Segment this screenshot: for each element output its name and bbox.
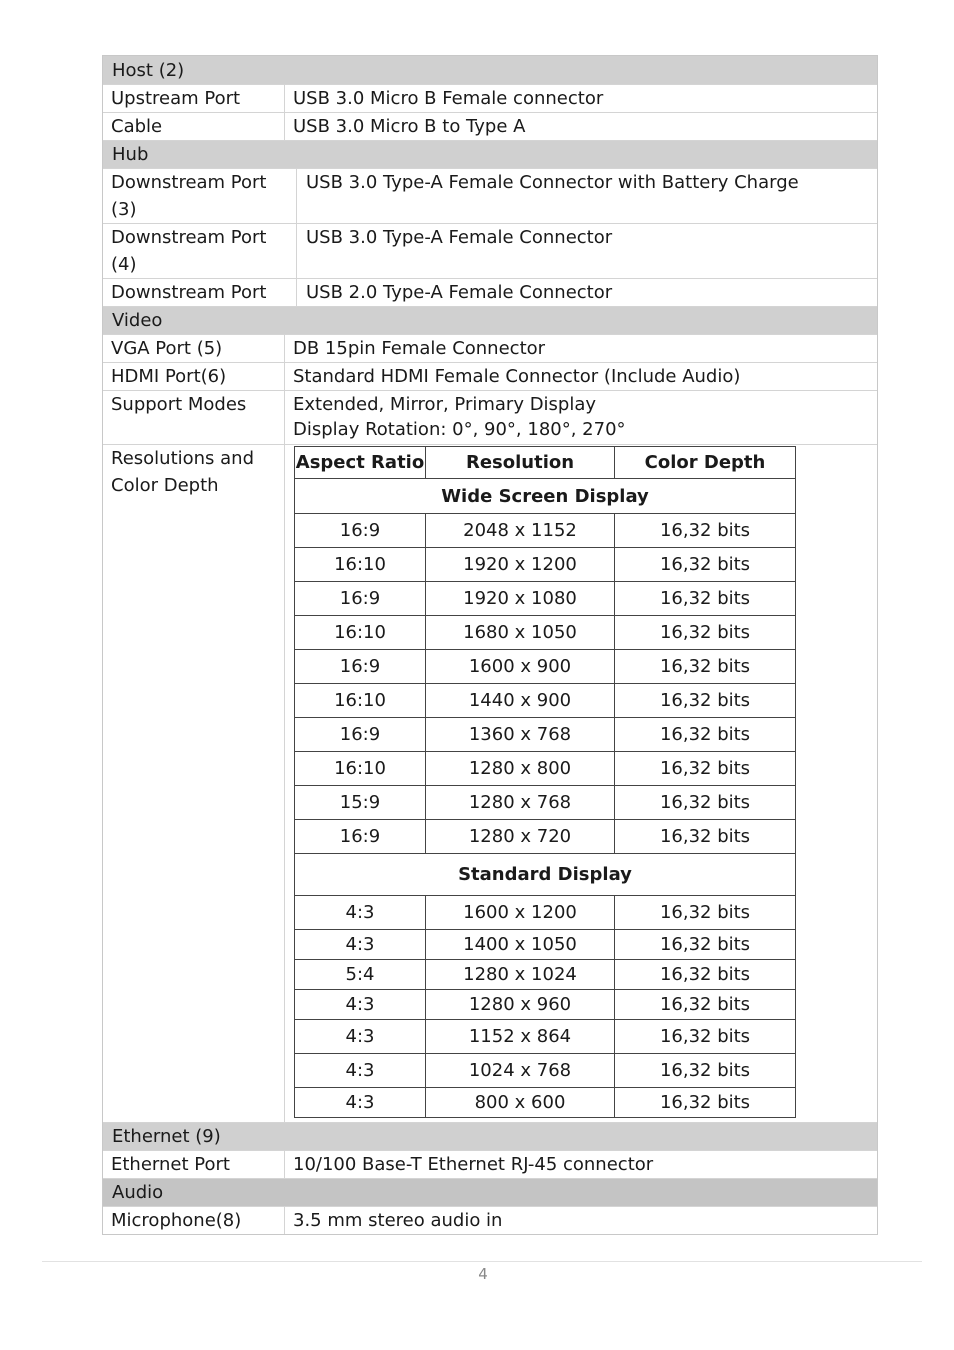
row-label: HDMI Port(6) xyxy=(103,363,285,390)
table-row xyxy=(295,1054,796,1088)
table-row xyxy=(295,896,796,930)
row-label: Upstream Port xyxy=(103,85,285,112)
aspect-ratio-cell: 4:3 xyxy=(295,1088,426,1118)
resolution-cell: 1600 x 900 xyxy=(426,650,615,684)
color-depth-cell: 16,32 bits xyxy=(615,582,796,616)
row-hdmi-port xyxy=(103,362,877,390)
color-depth-cell: 16,32 bits xyxy=(615,820,796,854)
aspect-ratio-cell: 16:10 xyxy=(295,548,426,582)
row-value: DB 15pin Female Connector xyxy=(293,338,546,359)
table-row xyxy=(295,650,796,684)
footer-divider xyxy=(42,1261,922,1262)
resolution-cell: 1920 x 1200 xyxy=(426,548,615,582)
aspect-ratio-cell: 16:9 xyxy=(295,718,426,752)
row-value: 10/100 Base-T Ethernet RJ-45 connector xyxy=(293,1154,654,1175)
table-row xyxy=(295,930,796,960)
section-hub: Hub xyxy=(103,140,877,168)
row-ethernet-port xyxy=(103,1150,877,1178)
row-support-modes xyxy=(103,390,877,444)
aspect-ratio-cell: 16:9 xyxy=(295,650,426,684)
row-value: USB 3.0 Micro B to Type A xyxy=(293,116,526,137)
group-wide-screen: Wide Screen Display xyxy=(295,479,796,514)
row-value: USB 2.0 Type-A Female Connector xyxy=(306,282,613,303)
color-depth-cell: 16,32 bits xyxy=(615,896,796,930)
section-ethernet: Ethernet (9) xyxy=(103,1122,877,1150)
color-depth-cell: 16,32 bits xyxy=(615,718,796,752)
row-label: Downstream Port (4) xyxy=(103,224,297,278)
row-microphone xyxy=(103,1206,877,1234)
section-audio: Audio xyxy=(103,1178,877,1206)
row-label: Resolutions and Color Depth xyxy=(103,445,285,1122)
resolutions-cell xyxy=(285,445,877,1122)
table-row xyxy=(295,514,796,548)
aspect-ratio-cell: 4:3 xyxy=(295,930,426,960)
aspect-ratio-cell: 16:9 xyxy=(295,514,426,548)
color-depth-cell: 16,32 bits xyxy=(615,684,796,718)
row-label: Ethernet Port xyxy=(103,1151,285,1178)
wide-screen-rows xyxy=(295,514,796,854)
header-aspect-ratio: Aspect Ratio xyxy=(295,447,426,479)
aspect-ratio-cell: 4:3 xyxy=(295,1020,426,1054)
table-row xyxy=(295,1020,796,1054)
row-label: Downstream Port xyxy=(103,279,297,306)
row-downstream-port xyxy=(103,278,877,306)
color-depth-cell: 16,32 bits xyxy=(615,930,796,960)
resolution-table xyxy=(294,446,796,1118)
row-downstream-port-3 xyxy=(103,168,877,223)
color-depth-cell: 16,32 bits xyxy=(615,1020,796,1054)
aspect-ratio-cell: 16:10 xyxy=(295,616,426,650)
row-value: USB 3.0 Type-A Female Connector with Battery Charge xyxy=(306,172,799,193)
table-row xyxy=(295,752,796,786)
row-downstream-port-4 xyxy=(103,223,877,278)
resolution-cell: 1280 x 768 xyxy=(426,786,615,820)
color-depth-cell: 16,32 bits xyxy=(615,1054,796,1088)
row-label: Cable xyxy=(103,113,285,140)
row-upstream-port xyxy=(103,84,877,112)
resolution-cell: 1280 x 800 xyxy=(426,752,615,786)
table-row xyxy=(295,582,796,616)
resolution-cell: 800 x 600 xyxy=(426,1088,615,1118)
section-host: Host (2) xyxy=(103,56,877,84)
color-depth-cell: 16,32 bits xyxy=(615,752,796,786)
section-video: Video xyxy=(103,306,877,334)
aspect-ratio-cell: 16:10 xyxy=(295,684,426,718)
row-vga-port xyxy=(103,334,877,362)
row-value: USB 3.0 Type-A Female Connector xyxy=(306,227,613,248)
aspect-ratio-cell: 4:3 xyxy=(295,1054,426,1088)
resolution-cell: 1024 x 768 xyxy=(426,1054,615,1088)
aspect-ratio-cell: 15:9 xyxy=(295,786,426,820)
table-row xyxy=(295,616,796,650)
table-row xyxy=(295,684,796,718)
resolution-cell: 1400 x 1050 xyxy=(426,930,615,960)
header-color-depth: Color Depth xyxy=(615,447,796,479)
table-row xyxy=(295,1088,796,1118)
resolution-cell: 1280 x 960 xyxy=(426,990,615,1020)
row-label: VGA Port (5) xyxy=(103,335,285,362)
table-row xyxy=(295,990,796,1020)
group-standard: Standard Display xyxy=(295,854,796,896)
row-resolutions xyxy=(103,444,877,1122)
resolution-cell: 1680 x 1050 xyxy=(426,616,615,650)
row-label: Microphone(8) xyxy=(103,1207,285,1234)
resolution-cell: 1152 x 864 xyxy=(426,1020,615,1054)
row-value: 3.5 mm stereo audio in xyxy=(293,1210,503,1231)
table-row xyxy=(295,718,796,752)
row-value: USB 3.0 Micro B Female connector xyxy=(293,88,604,109)
color-depth-cell: 16,32 bits xyxy=(615,548,796,582)
aspect-ratio-cell: 16:9 xyxy=(295,582,426,616)
table-row xyxy=(295,820,796,854)
color-depth-cell: 16,32 bits xyxy=(615,616,796,650)
support-modes-line: Extended, Mirror, Primary Display xyxy=(293,394,597,415)
standard-rows xyxy=(295,896,796,1118)
header-resolution: Resolution xyxy=(426,447,615,479)
aspect-ratio-cell: 16:10 xyxy=(295,752,426,786)
resolution-cell: 1440 x 900 xyxy=(426,684,615,718)
aspect-ratio-cell: 4:3 xyxy=(295,990,426,1020)
aspect-ratio-cell: 4:3 xyxy=(295,896,426,930)
row-label: Support Modes xyxy=(103,391,285,444)
resolution-cell: 1360 x 768 xyxy=(426,718,615,752)
rotation-line: Display Rotation: 0°, 90°, 180°, 270° xyxy=(293,419,626,440)
aspect-ratio-cell: 16:9 xyxy=(295,820,426,854)
table-row xyxy=(295,548,796,582)
row-label: Downstream Port (3) xyxy=(103,169,297,223)
page-number: 4 xyxy=(478,1265,488,1283)
table-row xyxy=(295,786,796,820)
resolution-cell: 2048 x 1152 xyxy=(426,514,615,548)
row-value xyxy=(285,391,877,444)
color-depth-cell: 16,32 bits xyxy=(615,650,796,684)
table-row xyxy=(295,960,796,990)
resolution-cell: 1280 x 1024 xyxy=(426,960,615,990)
color-depth-cell: 16,32 bits xyxy=(615,1088,796,1118)
color-depth-cell: 16,32 bits xyxy=(615,990,796,1020)
row-cable xyxy=(103,112,877,140)
aspect-ratio-cell: 5:4 xyxy=(295,960,426,990)
row-value: Standard HDMI Female Connector (Include Audio) xyxy=(293,366,741,387)
resolution-cell: 1280 x 720 xyxy=(426,820,615,854)
resolution-cell: 1920 x 1080 xyxy=(426,582,615,616)
spec-table xyxy=(102,55,878,1235)
color-depth-cell: 16,32 bits xyxy=(615,786,796,820)
color-depth-cell: 16,32 bits xyxy=(615,960,796,990)
resolution-cell: 1600 x 1200 xyxy=(426,896,615,930)
color-depth-cell: 16,32 bits xyxy=(615,514,796,548)
